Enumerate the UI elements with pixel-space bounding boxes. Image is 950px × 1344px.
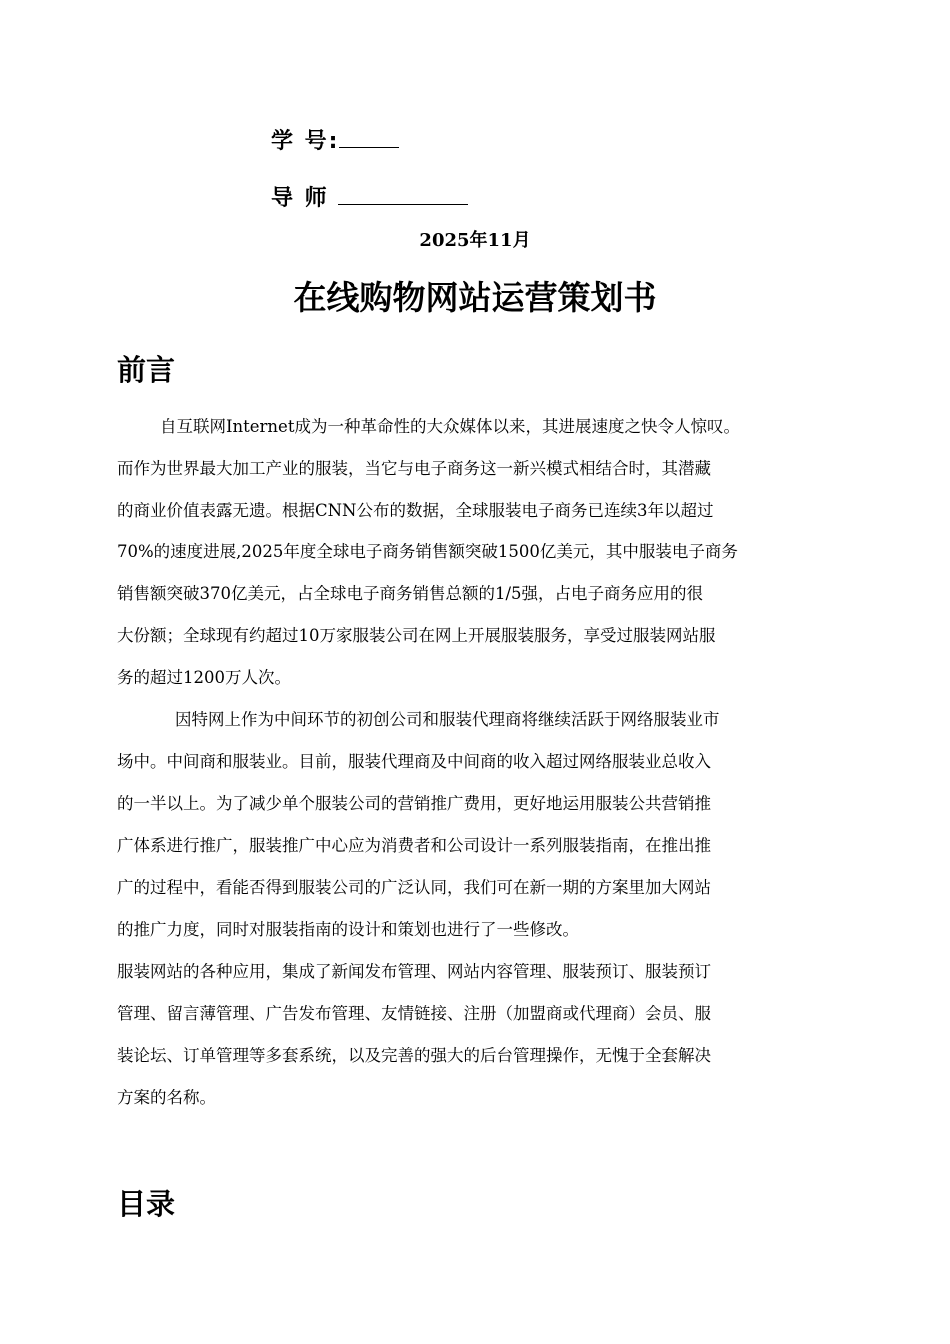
preface-line: 务的超过1200万人次。: [117, 668, 291, 687]
preface-line: 广体系进行推广，服装推广中心应为消费者和公司设计一系列服装指南，在推出推: [117, 836, 711, 855]
student-id-label: 学 号:: [271, 129, 340, 154]
preface-line: 的推广力度，同时对服装指南的设计和策划也进行了一些修改。: [117, 920, 579, 939]
student-id-blank: [339, 129, 399, 148]
preface-line: 70%的速度进展,2025年度全球电子商务销售额突破1500亿美元，其中服装电子商务: [117, 542, 738, 561]
preface-line: 广的过程中，看能否得到服装公司的广泛认同，我们可在新一期的方案里加大网站: [117, 878, 711, 897]
preface-line: 服装网站的各种应用，集成了新闻发布管理、网站内容管理、服装预订、服装预订: [117, 962, 711, 981]
preface-line: 因特网上作为中间环节的初创公司和服装代理商将继续活跃于网络服装业市: [175, 710, 720, 729]
preface-line: 而作为世界最大加工产业的服装，当它与电子商务这一新兴模式相结合时，其潜藏: [117, 459, 711, 478]
cover-date: 2025年11月: [419, 230, 531, 251]
student-id-field: [271, 124, 399, 155]
preface-line: 场中。中间商和服装业。目前，服装代理商及中间商的收入超过网络服装业总收入: [117, 752, 711, 771]
advisor-field: [271, 181, 468, 212]
toc-heading: 目录: [117, 1187, 176, 1221]
document-title: 在线购物网站运营策划书: [293, 278, 657, 317]
preface-line: 管理、留言薄管理、广告发布管理、友情链接、注册（加盟商或代理商）会员、服: [117, 1004, 711, 1023]
preface-line: 的商业价值表露无遗。根据CNN公布的数据，全球服装电子商务已连续3年以超过: [117, 501, 714, 520]
preface-line: 装论坛、订单管理等多套系统，以及完善的强大的后台管理操作，无愧于全套解决: [117, 1046, 711, 1065]
preface-heading: 前言: [117, 353, 176, 387]
preface-line: 销售额突破370亿美元，占全球电子商务销售总额的1/5强，占电子商务应用的很: [117, 584, 704, 603]
preface-line: 大份额；全球现有约超过10万家服装公司在网上开展服装服务，享受过服装网站服: [117, 626, 716, 645]
advisor-label: 导 师: [271, 186, 329, 211]
advisor-blank: [338, 186, 468, 205]
preface-line: 自互联网Internet成为一种革命性的大众媒体以来，其进展速度之快令人惊叹。: [160, 417, 740, 436]
preface-line: 方案的名称。: [117, 1088, 216, 1107]
preface-line: 的一半以上。为了减少单个服装公司的营销推广费用，更好地运用服装公共营销推: [117, 794, 711, 813]
